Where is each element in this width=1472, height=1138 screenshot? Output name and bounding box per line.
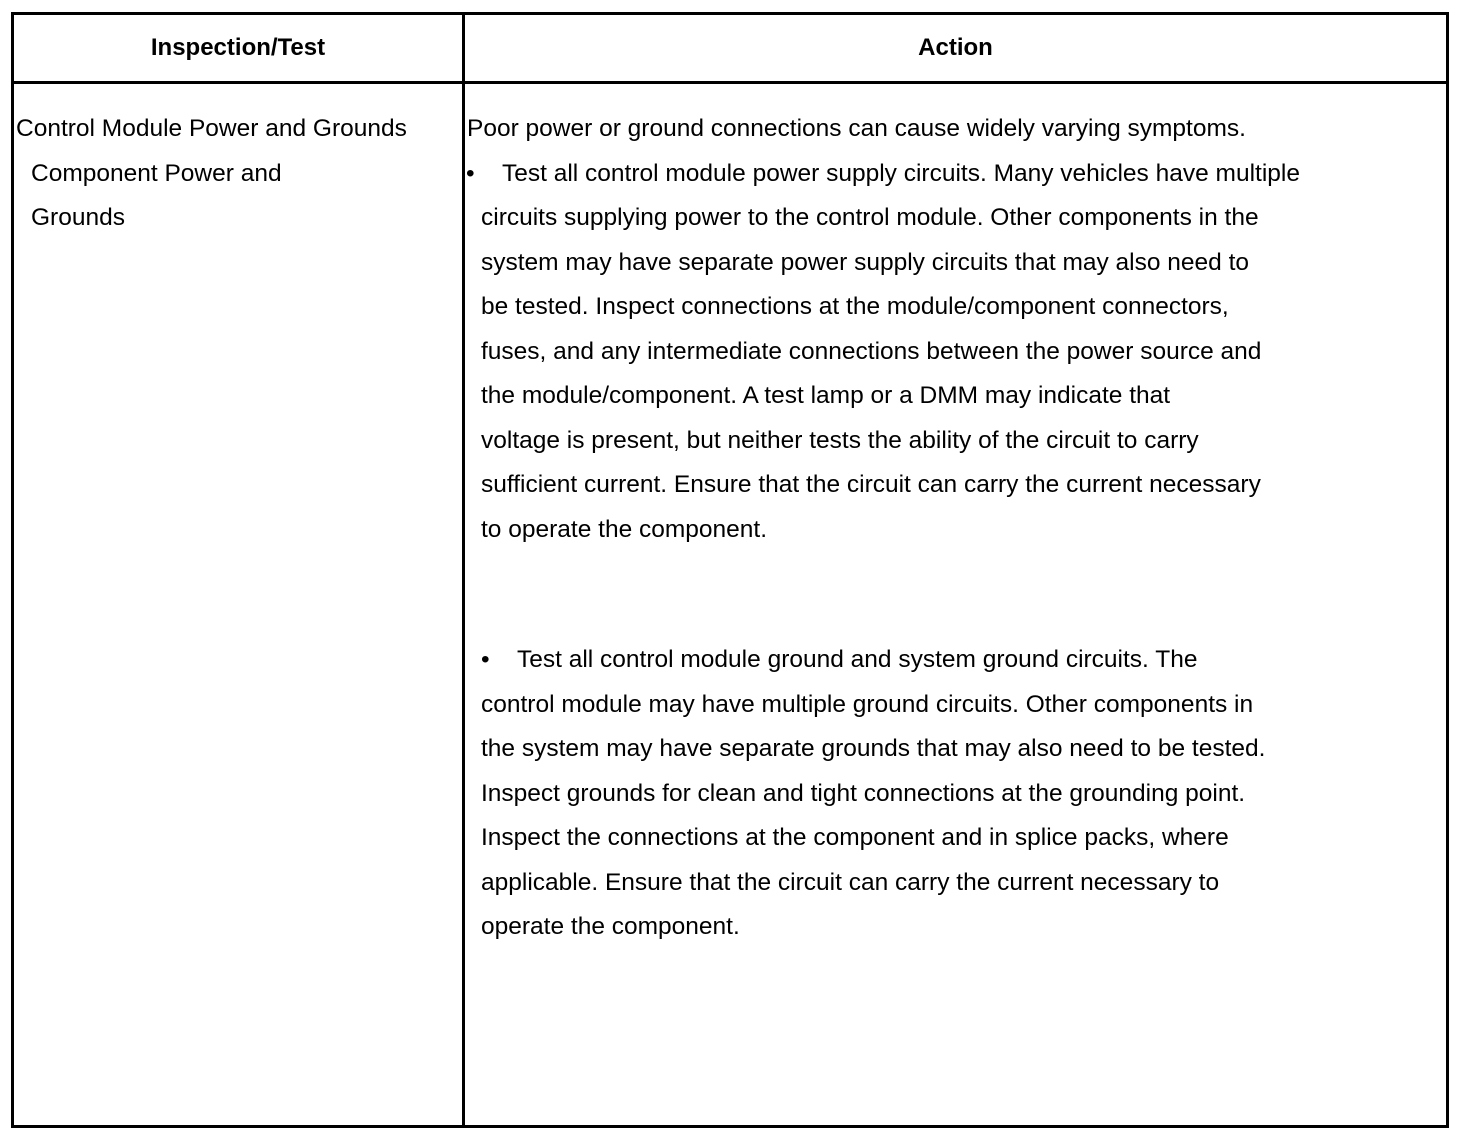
header-inspection-test: Inspection/Test (150, 34, 326, 61)
bullet-2-marker: • (481, 646, 490, 673)
bullet-1-first-line (466, 152, 1446, 197)
inspection-sub-line-2: Grounds (31, 204, 125, 231)
bullet-1-marker: • (466, 159, 475, 187)
header-rule (14, 81, 1446, 84)
bullet-2-first-line (466, 638, 1446, 683)
inspection-sub-line-1: Component Power and (31, 159, 282, 187)
bullet-1-line-7: voltage is present, but neither tests the ability of the circuit to carry (481, 426, 1199, 454)
bullet-2-line-1: Test all control module ground and system ground circuits. The (517, 646, 1198, 673)
bullet-1-line-4: be tested. Inspect connections at the module/component connectors, (481, 293, 1229, 320)
bullet-2-line-4: Inspect grounds for clean and tight connections at the grounding point. (481, 779, 1246, 807)
bullet-1-line-3: system may have separate power supply circuits that may also need to (481, 248, 1250, 276)
inspection-table (11, 12, 1449, 1128)
bullet-1-line-9: to operate the component. (481, 515, 768, 543)
inspection-cell (16, 107, 462, 241)
bullet-1-line-2: circuits supplying power to the control module. Other components in the (481, 204, 1259, 231)
bullet-2-line-2: control module may have multiple ground circuits. Other components in (481, 690, 1254, 718)
action-cell (466, 107, 1446, 950)
column-divider (462, 15, 465, 1125)
bullet-1-line-6: the module/component. A test lamp or a DMM may indicate that (481, 382, 1171, 409)
bullet-2-line-7: operate the component. (481, 913, 740, 940)
action-intro: Poor power or ground connections can cause widely varying symptoms. (467, 115, 1246, 142)
inspection-title: Control Module Power and Grounds (16, 115, 407, 142)
header-action: Action (918, 34, 993, 61)
bullet-1-line-1: Test all control module power supply circuits. Many vehicles have multiple (502, 159, 1300, 187)
bullet-1-line-8: sufficient current. Ensure that the circuit can carry the current necessary (481, 471, 1261, 498)
bullet-2-line-5: Inspect the connections at the component and in splice packs, where (481, 824, 1229, 851)
bullet-gap (466, 552, 1446, 638)
bullet-2-line-3: the system may have separate grounds that may also need to be tested. (481, 735, 1266, 762)
bullet-1-line-5: fuses, and any intermediate connections between the power source and (481, 337, 1262, 365)
bullet-2-line-6: applicable. Ensure that the circuit can carry the current necessary to (481, 868, 1220, 896)
